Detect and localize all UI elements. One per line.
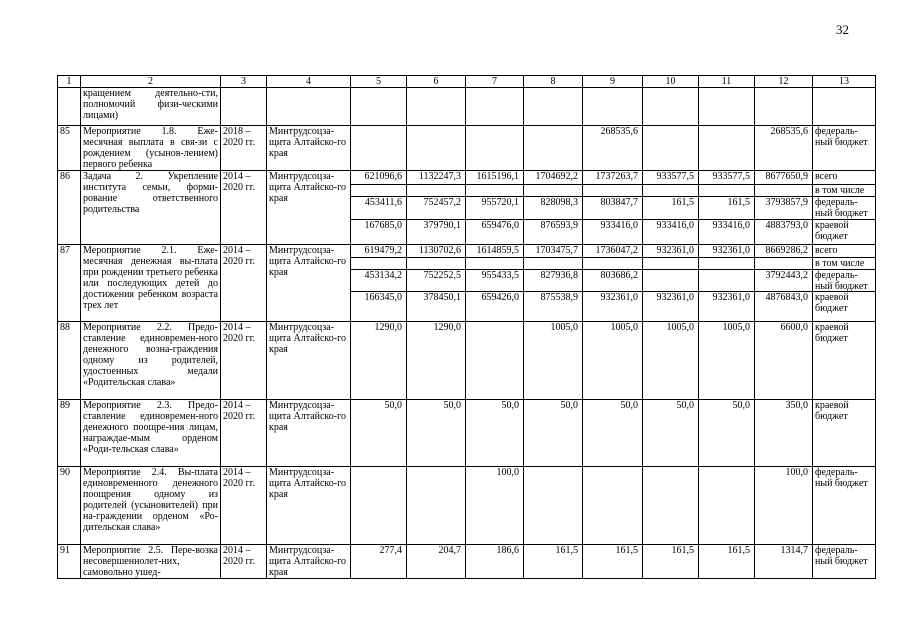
amount-value: 1737263,7 — [595, 171, 638, 182]
table-row — [58, 245, 876, 322]
amount-value — [407, 184, 465, 196]
amount-cell: 161,5 — [643, 545, 699, 579]
amount-value: 1736047,2 — [595, 245, 638, 256]
row-number: 86 — [58, 171, 81, 245]
executor: Минтрудсоцза-щита Алтайско-го края — [267, 171, 351, 245]
amount-cell: 6600,0 — [755, 322, 813, 400]
amount-cell: 100,0 — [755, 467, 813, 545]
table-row — [58, 467, 876, 545]
measure-name: Мероприятие 2.5. Пере-возка несовершеннолет-них, самовольно ушед- — [81, 545, 221, 579]
amount-cell: 1005,0 — [583, 322, 643, 400]
amount-value: 803847,7 — [583, 196, 642, 219]
executor: Минтрудсоцза-щита Алтайско-го края — [267, 126, 351, 171]
amount-value — [643, 184, 698, 196]
amount-value: 8677650,9 — [765, 171, 808, 182]
amount-value: 932361,0 — [643, 291, 698, 316]
table-row — [58, 126, 876, 171]
amount-cell — [755, 88, 813, 126]
amount-value — [466, 257, 523, 269]
table-row — [58, 545, 876, 579]
column-header: 1 — [58, 76, 81, 88]
amount-cell — [643, 171, 699, 245]
table-row — [58, 171, 876, 245]
amount-cell: 50,0 — [699, 400, 755, 467]
amount-cell — [407, 126, 466, 171]
amount-cell — [643, 126, 699, 171]
amount-value: 1703475,7 — [535, 245, 578, 256]
measure-name: Задача 2. Укрепление института семьи, форми-рование ответственного родительства — [81, 171, 221, 245]
amount-cell — [524, 88, 583, 126]
table-row — [58, 322, 876, 400]
period: 2014 – 2020 гг. — [221, 322, 267, 400]
amount-cell — [351, 88, 407, 126]
amount-value: 3793857,9 — [755, 196, 812, 219]
amount-value: 803686,2 — [583, 269, 642, 291]
funding-source: всего — [815, 245, 838, 256]
column-header: 2 — [81, 76, 221, 88]
executor: Минтрудсоцза-щита Алтайско-го края — [267, 467, 351, 545]
amount-cell — [351, 467, 407, 545]
amount-value: 932361,0 — [712, 245, 750, 256]
amount-cell — [699, 171, 755, 245]
amount-cell — [407, 88, 466, 126]
funding-source: федераль-ный бюджет — [813, 196, 875, 219]
row-number: 90 — [58, 467, 81, 545]
amount-cell: 161,5 — [699, 545, 755, 579]
amount-value: 4883793,0 — [755, 219, 812, 244]
amount-cell: 161,5 — [524, 545, 583, 579]
amount-value — [699, 184, 754, 196]
amount-value — [755, 257, 812, 269]
amount-cell: 50,0 — [524, 400, 583, 467]
amount-cell: 350,0 — [755, 400, 813, 467]
amount-value: 875538,9 — [524, 291, 582, 316]
amount-value: 659476,0 — [466, 219, 523, 244]
amount-value: 933577,5 — [712, 171, 750, 182]
header-row — [58, 76, 876, 88]
amount-cell: 161,5 — [583, 545, 643, 579]
period: 2014 – 2020 гг. — [221, 245, 267, 322]
amount-value — [583, 257, 642, 269]
amount-value: 932361,0 — [583, 291, 642, 316]
amount-value: 167685,0 — [351, 219, 406, 244]
amount-cell: 1314,7 — [755, 545, 813, 579]
amount-value: 1132247,3 — [418, 171, 461, 182]
amount-cell — [583, 171, 643, 245]
page-number: 32 — [836, 22, 849, 37]
amount-cell — [755, 245, 813, 322]
executor: Минтрудсоцза-щита Алтайско-го края — [267, 245, 351, 322]
funding-source: федераль-ный бюджет — [813, 467, 876, 545]
amount-cell — [524, 245, 583, 322]
row-number — [58, 88, 81, 126]
period: 2014 – 2020 гг. — [221, 467, 267, 545]
amount-cell — [466, 126, 524, 171]
amount-cell: 277,4 — [351, 545, 407, 579]
amount-value: 453134,2 — [351, 269, 406, 291]
amount-cell — [407, 171, 466, 245]
amount-cell — [351, 171, 407, 245]
budget-table — [57, 75, 876, 579]
amount-cell — [699, 467, 755, 545]
funding-source — [813, 245, 876, 322]
amount-value: 827936,8 — [524, 269, 582, 291]
column-header: 7 — [466, 76, 524, 88]
measure-name: Мероприятие 2.4. Вы-плата единовременного денежного поощрения одному из родителей (усыновителей) при на-граждении орденом «Ро-дительская слава» — [81, 467, 221, 545]
measure-name: кращением деятельно-сти, полномочий физи-ческими лицами) — [81, 88, 221, 126]
amount-value — [466, 184, 523, 196]
amount-value: 1615196,1 — [476, 171, 519, 182]
amount-cell — [466, 322, 524, 400]
amount-value: 752457,2 — [407, 196, 465, 219]
amount-value: 453411,6 — [351, 196, 406, 219]
measure-name: Мероприятие 2.2. Предо-ставление единовремен-ного денежного возна-граждения одному из родителей, удостоенных медали «Родительская слава» — [81, 322, 221, 400]
column-header: 6 — [407, 76, 466, 88]
executor — [267, 88, 351, 126]
funding-source: всего — [815, 171, 838, 182]
amount-value: 933416,0 — [643, 219, 698, 244]
amount-cell — [407, 245, 466, 322]
amount-cell — [699, 126, 755, 171]
amount-cell — [524, 467, 583, 545]
amount-value: 955433,5 — [466, 269, 523, 291]
amount-cell: 50,0 — [643, 400, 699, 467]
funding-source: федераль-ный бюджет — [813, 545, 876, 579]
executor: Минтрудсоцза-щита Алтайско-го края — [267, 545, 351, 579]
amount-cell: 1005,0 — [643, 322, 699, 400]
period — [221, 88, 267, 126]
amount-value: 1704692,2 — [535, 171, 578, 182]
amount-cell: 1290,0 — [351, 322, 407, 400]
column-header: 10 — [643, 76, 699, 88]
column-header: 11 — [699, 76, 755, 88]
funding-source: в том числе — [813, 184, 875, 196]
amount-value: 828098,3 — [524, 196, 582, 219]
amount-value: 161,5 — [699, 196, 754, 219]
amount-value: 659426,0 — [466, 291, 523, 316]
column-header: 8 — [524, 76, 583, 88]
amount-cell: 50,0 — [583, 400, 643, 467]
amount-cell: 204,7 — [407, 545, 466, 579]
amount-value: 933416,0 — [699, 219, 754, 244]
amount-value: 955720,1 — [466, 196, 523, 219]
measure-name: Мероприятие 1.8. Еже-месячная выплата в свя-зи с рождением (усынов-лением) первого ребенка — [81, 126, 221, 171]
period: 2014 – 2020 гг. — [221, 171, 267, 245]
amount-value: 932361,0 — [656, 245, 694, 256]
amount-cell — [643, 88, 699, 126]
amount-cell — [583, 467, 643, 545]
column-header: 12 — [755, 76, 813, 88]
executor: Минтрудсоцза-щита Алтайско-го края — [267, 322, 351, 400]
amount-cell — [524, 171, 583, 245]
column-header: 9 — [583, 76, 643, 88]
amount-value: 1130702,6 — [418, 245, 461, 256]
funding-source — [813, 88, 876, 126]
amount-cell: 50,0 — [466, 400, 524, 467]
amount-value — [699, 269, 754, 291]
amount-value: 1614859,5 — [476, 245, 519, 256]
amount-value: 932361,0 — [699, 291, 754, 316]
amount-value: 876593,9 — [524, 219, 582, 244]
period: 2018 – 2020 гг. — [221, 126, 267, 171]
amount-value: 619479,2 — [364, 245, 402, 256]
column-header: 5 — [351, 76, 407, 88]
amount-cell — [583, 88, 643, 126]
amount-cell — [466, 245, 524, 322]
funding-source: краевой бюджет — [813, 219, 875, 244]
amount-value — [351, 184, 406, 196]
executor: Минтрудсоцза-щита Алтайско-го края — [267, 400, 351, 467]
amount-value: 378450,1 — [407, 291, 465, 316]
amount-cell: 100,0 — [466, 467, 524, 545]
amount-cell: 268535,6 — [583, 126, 643, 171]
amount-value: 166345,0 — [351, 291, 406, 316]
row-number: 88 — [58, 322, 81, 400]
amount-cell: 186,6 — [466, 545, 524, 579]
amount-value — [755, 184, 812, 196]
funding-source: федераль-ный бюджет — [813, 126, 876, 171]
amount-value: 4876843,0 — [755, 291, 812, 316]
amount-value — [583, 184, 642, 196]
amount-cell — [524, 126, 583, 171]
funding-source: краевой бюджет — [813, 400, 876, 467]
measure-name: Мероприятие 2.3. Предо-ставление единовремен-ного денежного поощре-ния лицам, награждае-мым орденом «Роди-тельская слава» — [81, 400, 221, 467]
amount-cell — [583, 245, 643, 322]
funding-source — [813, 171, 876, 245]
period: 2014 – 2020 гг. — [221, 545, 267, 579]
funding-source: в том числе — [813, 257, 875, 269]
amount-value — [643, 269, 698, 291]
amount-cell: 1290,0 — [407, 322, 466, 400]
funding-source: краевой бюджет — [813, 322, 876, 400]
amount-value: 752252,5 — [407, 269, 465, 291]
row-number: 91 — [58, 545, 81, 579]
amount-value: 8669286,2 — [765, 245, 808, 256]
row-number: 85 — [58, 126, 81, 171]
amount-cell: 50,0 — [351, 400, 407, 467]
amount-value: 933577,5 — [656, 171, 694, 182]
amount-value: 161,5 — [643, 196, 698, 219]
table-row — [58, 88, 876, 126]
amount-cell: 268535,6 — [755, 126, 813, 171]
amount-cell — [351, 245, 407, 322]
amount-cell — [643, 245, 699, 322]
amount-value — [351, 257, 406, 269]
amount-value — [699, 257, 754, 269]
row-number: 87 — [58, 245, 81, 322]
amount-value: 621096,6 — [364, 171, 402, 182]
amount-cell: 50,0 — [407, 400, 466, 467]
amount-cell — [407, 467, 466, 545]
funding-source: федераль-ный бюджет — [813, 269, 875, 291]
column-header: 4 — [267, 76, 351, 88]
amount-cell — [466, 88, 524, 126]
amount-cell: 1005,0 — [524, 322, 583, 400]
table-row — [58, 400, 876, 467]
amount-cell — [755, 171, 813, 245]
amount-cell: 1005,0 — [699, 322, 755, 400]
amount-cell — [351, 126, 407, 171]
amount-cell — [699, 245, 755, 322]
period: 2014 – 2020 гг. — [221, 400, 267, 467]
amount-cell — [466, 171, 524, 245]
amount-value: 3792443,2 — [755, 269, 812, 291]
amount-value: 379790,1 — [407, 219, 465, 244]
amount-value — [643, 257, 698, 269]
amount-cell — [643, 467, 699, 545]
row-number: 89 — [58, 400, 81, 467]
amount-value — [524, 184, 582, 196]
amount-value — [524, 257, 582, 269]
column-header: 3 — [221, 76, 267, 88]
amount-cell — [699, 88, 755, 126]
measure-name: Мероприятие 2.1. Еже-месячная денежная вы-плата при рождении третьего ребенка или последующих детей до достижения ребенком возраста трех лет — [81, 245, 221, 322]
amount-value — [407, 257, 465, 269]
amount-value: 933416,0 — [583, 219, 642, 244]
funding-source: краевой бюджет — [813, 291, 875, 316]
column-header: 13 — [813, 76, 876, 88]
